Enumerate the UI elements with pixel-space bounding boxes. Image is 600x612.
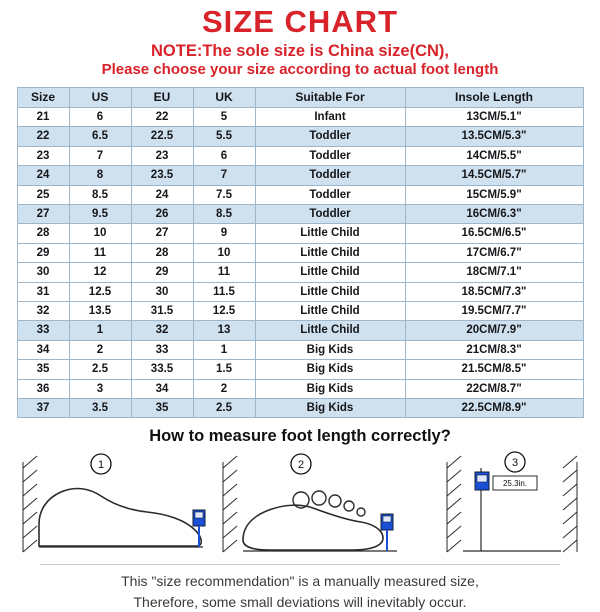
column-header-suitable-for: Suitable For (255, 87, 405, 107)
toe-3 (329, 495, 341, 507)
step-badge-3-label: 3 (511, 457, 519, 470)
table-cell: 25 (17, 185, 69, 204)
table-cell: 11 (193, 263, 255, 282)
table-row (17, 360, 583, 379)
table-cell: Little Child (255, 243, 405, 262)
table-row (17, 399, 583, 418)
table-cell: 2.5 (69, 360, 131, 379)
table-cell: 12.5 (69, 282, 131, 301)
column-header-uk: UK (193, 87, 255, 107)
tape-measure-2 (381, 514, 393, 551)
table-cell: 8 (69, 166, 131, 185)
table-cell: 24 (131, 185, 193, 204)
table-cell: Big Kids (255, 360, 405, 379)
table-cell: 3 (69, 379, 131, 398)
measure-illustration (17, 448, 583, 560)
table-cell: 3.5 (69, 399, 131, 418)
table-cell: 30 (17, 263, 69, 282)
table-cell: 2 (193, 379, 255, 398)
table-cell: 18CM/7.1" (405, 263, 583, 282)
table-cell: 28 (131, 243, 193, 262)
step-badge-1-label: 1 (97, 459, 105, 472)
table-row (17, 127, 583, 146)
column-header-us: US (69, 87, 131, 107)
note-line-1: NOTE:The sole size is China size(CN), (151, 41, 449, 60)
table-cell: 7 (69, 146, 131, 165)
table-cell: 8.5 (69, 185, 131, 204)
column-header-size: Size (17, 87, 69, 107)
table-cell: 5.5 (193, 127, 255, 146)
table-cell: 19.5CM/7.7" (405, 302, 583, 321)
table-cell: 36 (17, 379, 69, 398)
table-cell: 26 (131, 205, 193, 224)
table-cell: 22.5 (131, 127, 193, 146)
table-cell: 31 (17, 282, 69, 301)
table-cell: 16CM/6.3" (405, 205, 583, 224)
table-cell: 9.5 (69, 205, 131, 224)
foot-top-outline (243, 506, 383, 551)
table-cell: 32 (17, 302, 69, 321)
table-cell: 17CM/6.7" (405, 243, 583, 262)
table-cell: 7 (193, 166, 255, 185)
measurement-readout-label: 25.3in. (502, 479, 528, 489)
table-cell: 15CM/5.9" (405, 185, 583, 204)
size-chart-document (0, 4, 600, 610)
table-cell: 1 (69, 321, 131, 340)
table-cell: 34 (17, 340, 69, 359)
table-cell: Infant (255, 107, 405, 126)
table-cell: Toddler (255, 127, 405, 146)
table-cell: 33 (131, 340, 193, 359)
table-cell: 29 (17, 243, 69, 262)
table-row (17, 302, 583, 321)
column-header-insole-length: Insole Length (405, 87, 583, 107)
table-cell: 9 (193, 224, 255, 243)
table-cell: 5 (193, 107, 255, 126)
footer-line-1: This "size recommendation" is a manually measured size, (121, 573, 479, 590)
table-cell: 13.5CM/5.3" (405, 127, 583, 146)
table-cell: 16.5CM/6.5" (405, 224, 583, 243)
table-cell: 23 (131, 146, 193, 165)
table-cell: 7.5 (193, 185, 255, 204)
table-cell: 10 (193, 243, 255, 262)
table-cell: 14.5CM/5.7" (405, 166, 583, 185)
step-badge-2-label: 2 (297, 459, 305, 472)
table-cell: 6.5 (69, 127, 131, 146)
table-cell: 30 (131, 282, 193, 301)
table-cell: 31.5 (131, 302, 193, 321)
table-row (17, 107, 583, 126)
table-row (17, 379, 583, 398)
toe-2 (312, 491, 326, 505)
table-cell: 13 (193, 321, 255, 340)
table-cell: 33 (17, 321, 69, 340)
table-cell: 32 (131, 321, 193, 340)
table-cell: 12.5 (193, 302, 255, 321)
table-cell: 21.5CM/8.5" (405, 360, 583, 379)
table-row (17, 340, 583, 359)
table-row (17, 263, 583, 282)
page-title: SIZE CHART (202, 4, 398, 39)
toe-4 (344, 501, 354, 511)
table-cell: 35 (17, 360, 69, 379)
table-cell: 10 (69, 224, 131, 243)
table-cell: Toddler (255, 205, 405, 224)
table-cell: 13.5 (69, 302, 131, 321)
table-cell: 2.5 (193, 399, 255, 418)
table-cell: Big Kids (255, 340, 405, 359)
measure-section-title: How to measure foot length correctly? (149, 427, 451, 446)
table-cell: 20CM/7.9" (405, 321, 583, 340)
table-cell: 8.5 (193, 205, 255, 224)
table-cell: 13CM/5.1" (405, 107, 583, 126)
table-cell: 33.5 (131, 360, 193, 379)
table-cell: 35 (131, 399, 193, 418)
table-row (17, 166, 583, 185)
table-cell: Little Child (255, 224, 405, 243)
table-row (17, 185, 583, 204)
note-line-2: Please choose your size according to actual foot length (101, 60, 499, 78)
foot-side-outline (39, 489, 201, 546)
table-row (17, 243, 583, 262)
table-cell: 23.5 (131, 166, 193, 185)
table-cell: Little Child (255, 263, 405, 282)
tape-measure-3 (475, 472, 489, 490)
table-header-row (17, 87, 583, 107)
table-cell: 22CM/8.7" (405, 379, 583, 398)
table-cell: 1.5 (193, 360, 255, 379)
foot-measure-diagram (17, 448, 583, 560)
table-cell: Toddler (255, 185, 405, 204)
table-cell: Little Child (255, 282, 405, 301)
table-cell: 29 (131, 263, 193, 282)
table-row (17, 321, 583, 340)
table-cell: 28 (17, 224, 69, 243)
table-cell: 24 (17, 166, 69, 185)
table-cell: 27 (17, 205, 69, 224)
table-cell: 6 (69, 107, 131, 126)
tape-measure-1 (193, 510, 205, 547)
table-cell: 27 (131, 224, 193, 243)
table-cell: 6 (193, 146, 255, 165)
table-cell: 14CM/5.5" (405, 146, 583, 165)
table-cell: 21 (17, 107, 69, 126)
table-cell: 22 (17, 127, 69, 146)
column-header-eu: EU (131, 87, 193, 107)
table-cell: 11 (69, 243, 131, 262)
footer-line-2: Therefore, some small deviations will inevitably occur. (133, 593, 467, 610)
table-cell: Little Child (255, 321, 405, 340)
size-note (6, 41, 594, 79)
table-cell: Big Kids (255, 399, 405, 418)
size-chart-table (17, 87, 584, 419)
table-row (17, 205, 583, 224)
table-cell: 2 (69, 340, 131, 359)
table-cell: 22.5CM/8.9" (405, 399, 583, 418)
table-cell: 37 (17, 399, 69, 418)
table-row (17, 282, 583, 301)
table-cell: Big Kids (255, 379, 405, 398)
table-cell: Toddler (255, 146, 405, 165)
table-cell: 12 (69, 263, 131, 282)
table-cell: 34 (131, 379, 193, 398)
table-cell: Toddler (255, 166, 405, 185)
table-cell: 22 (131, 107, 193, 126)
toe-5 (357, 508, 365, 516)
table-cell: 18.5CM/7.3" (405, 282, 583, 301)
table-row (17, 146, 583, 165)
table-cell: 21CM/8.3" (405, 340, 583, 359)
footer-divider (40, 564, 560, 565)
table-cell: 23 (17, 146, 69, 165)
table-cell: 11.5 (193, 282, 255, 301)
table-row (17, 224, 583, 243)
table-cell: 1 (193, 340, 255, 359)
table-cell: Little Child (255, 302, 405, 321)
